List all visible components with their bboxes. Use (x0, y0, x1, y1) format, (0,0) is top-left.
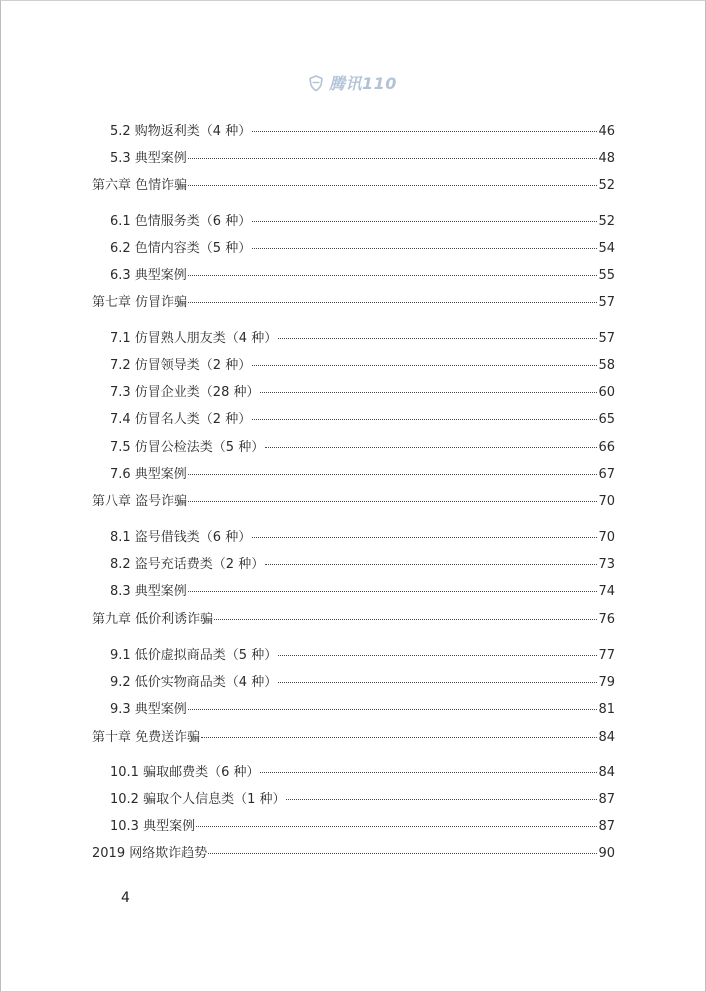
toc-entry[interactable] (110, 647, 615, 665)
dot-leader (278, 338, 597, 339)
toc-entry[interactable] (110, 240, 615, 258)
toc-entry-label: 6.3 典型案例 (110, 268, 187, 283)
toc-entry-label: 5.3 典型案例 (110, 151, 187, 166)
toc-entry-page: 70 (598, 530, 615, 545)
dot-leader (260, 772, 597, 773)
toc-entry-label: 7.4 仿冒名人类（2 种） (110, 412, 252, 427)
toc-entry-page: 70 (598, 494, 615, 509)
toc-entry[interactable] (110, 556, 615, 574)
dot-leader (188, 158, 598, 159)
toc-entry-page: 67 (598, 467, 615, 482)
toc-chapter-entry[interactable] (92, 611, 615, 629)
dot-leader (188, 709, 598, 710)
page-number: 4 (121, 890, 130, 906)
dot-leader (201, 737, 597, 738)
dot-leader (252, 365, 597, 366)
toc-entry-page: 81 (598, 702, 615, 717)
toc-entry-label: 7.6 典型案例 (110, 467, 187, 482)
toc-entry-page: 58 (598, 358, 615, 373)
dot-leader (188, 501, 597, 502)
toc-entry-page: 66 (598, 440, 615, 455)
toc-entry-label: 9.3 典型案例 (110, 702, 187, 717)
toc-entry[interactable] (110, 123, 615, 141)
toc-entry-label: 7.5 仿冒公检法类（5 种） (110, 440, 265, 455)
toc-entry-page: 57 (598, 331, 615, 346)
toc-entry-page: 57 (598, 295, 615, 310)
toc-chapter-entry[interactable] (92, 493, 615, 511)
dot-leader (265, 564, 597, 565)
dot-leader (196, 826, 597, 827)
dot-leader (265, 447, 597, 448)
dot-leader (252, 537, 597, 538)
toc-entry[interactable] (110, 213, 615, 231)
toc-entry-page: 52 (598, 178, 615, 193)
toc-entry[interactable] (110, 267, 615, 285)
toc-entry-page: 54 (598, 241, 615, 256)
dot-leader (252, 248, 597, 249)
dot-leader (208, 853, 597, 854)
toc-entry-page: 87 (598, 792, 615, 807)
dot-leader (278, 655, 597, 656)
toc-entry-label: 第八章 盗号诈骗 (92, 494, 188, 509)
toc-chapter-entry[interactable] (92, 729, 615, 747)
shield-icon (307, 74, 325, 92)
dot-leader (260, 392, 597, 393)
toc-entry[interactable] (110, 701, 615, 719)
dot-leader (278, 682, 597, 683)
toc-chapter-entry[interactable] (92, 845, 615, 863)
toc-entry[interactable] (110, 583, 615, 601)
toc-chapter-entry[interactable] (92, 177, 615, 195)
dot-leader (214, 619, 597, 620)
toc-entry-label: 10.2 骗取个人信息类（1 种） (110, 792, 286, 807)
dot-leader (252, 221, 597, 222)
dot-leader (188, 474, 598, 475)
toc-entry-page: 84 (598, 765, 615, 780)
toc-entry[interactable] (110, 674, 615, 692)
toc-entry[interactable] (110, 791, 615, 809)
toc-entry[interactable] (110, 411, 615, 429)
toc-entry-label: 第十章 免费送诈骗 (92, 730, 201, 745)
toc-entry[interactable] (110, 357, 615, 375)
toc-entry[interactable] (110, 330, 615, 348)
toc-entry-page: 90 (598, 846, 615, 861)
toc-entry-page: 55 (598, 268, 615, 283)
toc-entry[interactable] (110, 384, 615, 402)
toc-entry-page: 87 (598, 819, 615, 834)
toc-entry-page: 84 (598, 730, 615, 745)
toc-entry-page: 48 (598, 151, 615, 166)
toc-entry-label: 第六章 色情诈骗 (92, 178, 188, 193)
dot-leader (188, 302, 597, 303)
toc-entry-label: 8.2 盗号充话费类（2 种） (110, 557, 265, 572)
toc-entry-label: 6.1 色情服务类（6 种） (110, 214, 252, 229)
dot-leader (188, 591, 598, 592)
toc-entry-label: 9.2 低价实物商品类（4 种） (110, 675, 278, 690)
toc-entry-page: 77 (598, 648, 615, 663)
toc-entry-page: 74 (598, 584, 615, 599)
toc-entry-page: 73 (598, 557, 615, 572)
toc-entry-label: 7.1 仿冒熟人朋友类（4 种） (110, 331, 278, 346)
toc-entry-label: 6.2 色情内容类（5 种） (110, 241, 252, 256)
tencent110-logo (307, 71, 397, 94)
toc-entry-label: 2019 网络欺诈趋势 (92, 846, 208, 861)
toc-entry-label: 第七章 仿冒诈骗 (92, 295, 188, 310)
toc-entry-label: 8.1 盗号借钱类（6 种） (110, 530, 252, 545)
toc-entry-label: 7.3 仿冒企业类（28 种） (110, 385, 260, 400)
toc-entry-page: 46 (598, 124, 615, 139)
dot-leader (252, 131, 597, 132)
toc-entry-page: 52 (598, 214, 615, 229)
toc-entry-label: 10.3 典型案例 (110, 819, 196, 834)
toc-entry[interactable] (110, 529, 615, 547)
dot-leader (188, 185, 597, 186)
logo-text: 腾讯110 (329, 74, 397, 93)
toc-entry-label: 5.2 购物返利类（4 种） (110, 124, 252, 139)
toc-entry[interactable] (110, 466, 615, 484)
toc-entry-label: 8.3 典型案例 (110, 584, 187, 599)
toc-entry-page: 79 (598, 675, 615, 690)
toc-chapter-entry[interactable] (92, 294, 615, 312)
toc-entry-page: 65 (598, 412, 615, 427)
toc-entry-label: 第九章 低价利诱诈骗 (92, 612, 214, 627)
toc-entry[interactable] (110, 818, 615, 836)
dot-leader (252, 419, 597, 420)
toc-entry[interactable] (110, 150, 615, 168)
toc-entry[interactable] (110, 439, 615, 457)
dot-leader (188, 275, 598, 276)
toc-entry-label: 10.1 骗取邮费类（6 种） (110, 765, 260, 780)
toc-entry-page: 76 (598, 612, 615, 627)
toc-entry[interactable] (110, 764, 615, 782)
dot-leader (286, 799, 597, 800)
toc-entry-label: 9.1 低价虚拟商品类（5 种） (110, 648, 278, 663)
toc-entry-page: 60 (598, 385, 615, 400)
toc-entry-label: 7.2 仿冒领导类（2 种） (110, 358, 252, 373)
